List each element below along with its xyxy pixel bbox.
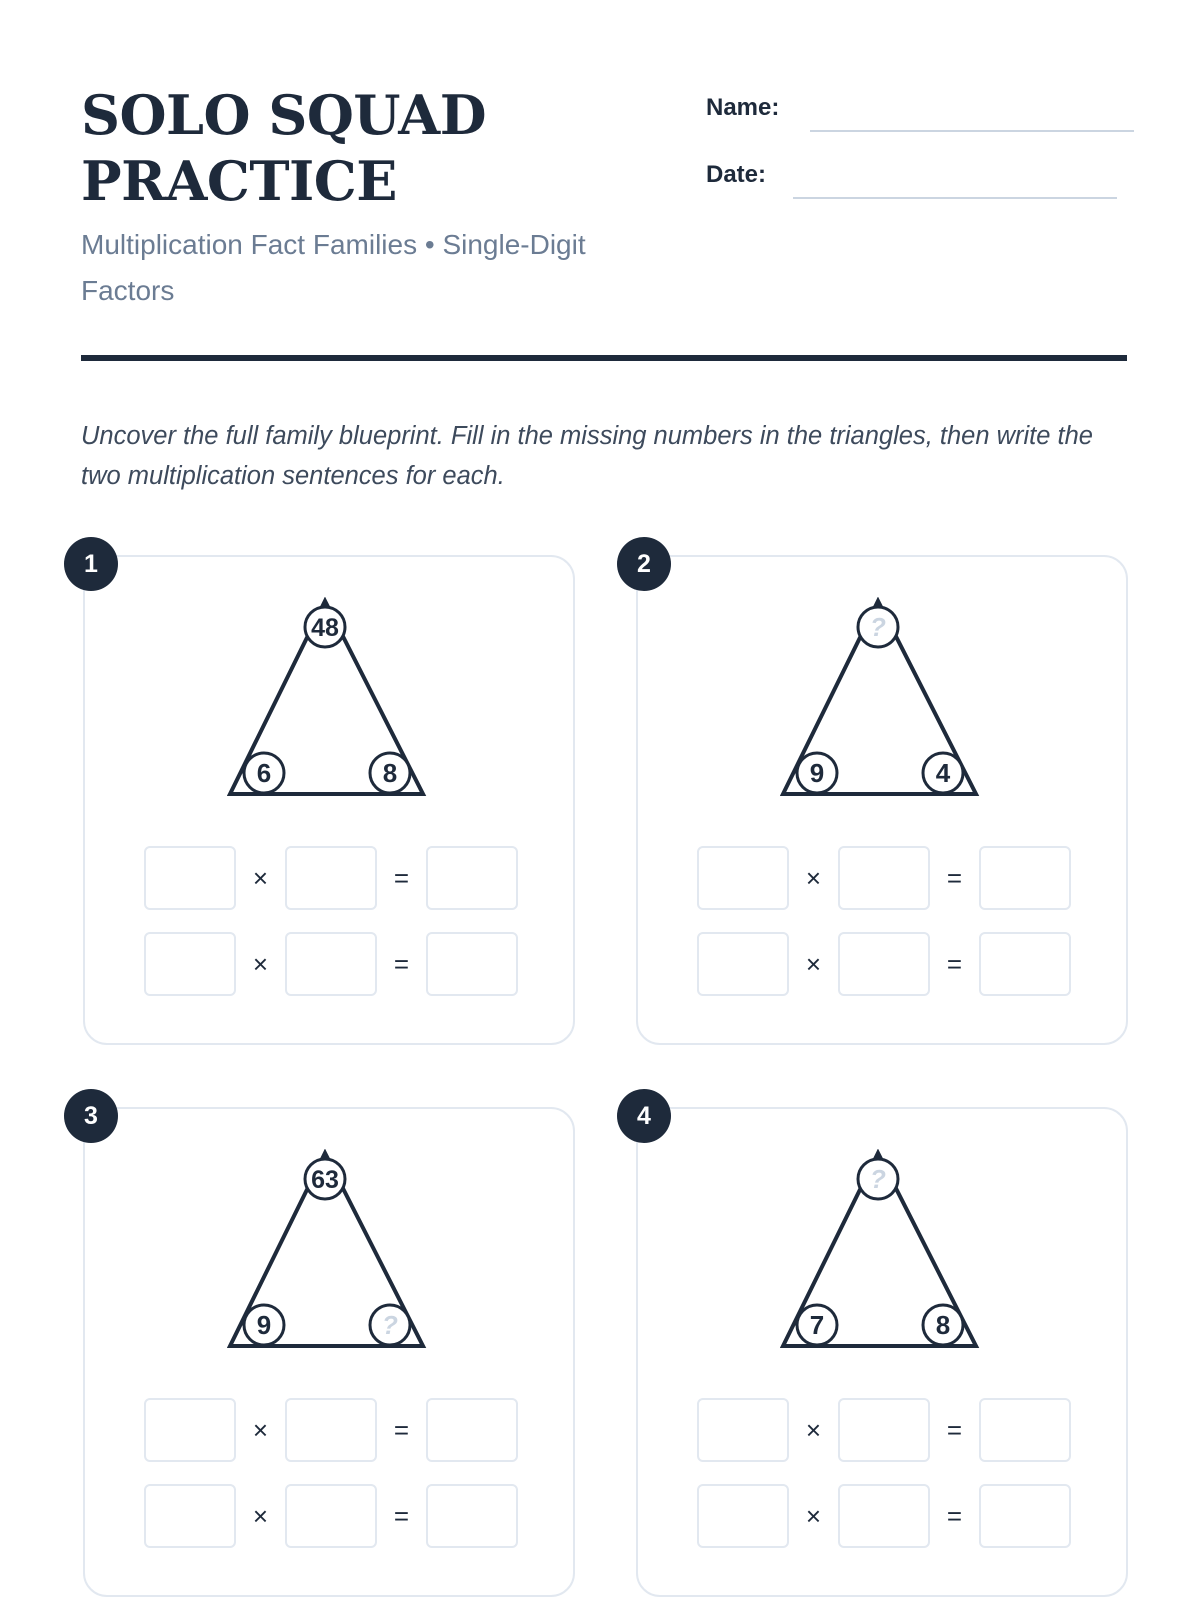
- header-divider: [81, 355, 1127, 361]
- triangle-right-node: [923, 1305, 963, 1345]
- factor-answer-box[interactable]: [838, 846, 930, 910]
- factor-answer-box[interactable]: [144, 846, 236, 910]
- factor-answer-box[interactable]: [697, 846, 789, 910]
- triangle-top-node[interactable]: [858, 607, 898, 647]
- triangle-left-node: [244, 753, 284, 793]
- triangle-left-node: [797, 1305, 837, 1345]
- equals-symbol: =: [393, 1500, 410, 1531]
- triangle-number: 9: [809, 758, 825, 788]
- factor-answer-box[interactable]: [285, 846, 377, 910]
- fact-family-triangle: [227, 1149, 437, 1359]
- product-answer-box[interactable]: [426, 846, 518, 910]
- factor-answer-box[interactable]: [697, 932, 789, 996]
- title-line-2: PRACTICE: [81, 149, 397, 213]
- factor-answer-box[interactable]: [697, 1484, 789, 1548]
- problem-number-badge: 4: [617, 1089, 671, 1143]
- fact-family-triangle: [780, 597, 990, 807]
- fact-family-triangle: [227, 597, 437, 807]
- times-symbol: ×: [805, 862, 822, 893]
- factor-answer-box[interactable]: [697, 1398, 789, 1462]
- multiplication-sentence-row: [697, 846, 1071, 910]
- problem-card: [83, 1107, 575, 1597]
- triangle-right-node[interactable]: [370, 1305, 410, 1345]
- date-input-line[interactable]: [793, 197, 1117, 199]
- date-label: Date:: [706, 161, 767, 188]
- equals-symbol: =: [393, 948, 410, 979]
- triangle-left-node: [244, 1305, 284, 1345]
- product-answer-box[interactable]: [979, 1484, 1071, 1548]
- product-answer-box[interactable]: [426, 1484, 518, 1548]
- times-symbol: ×: [252, 1500, 269, 1531]
- title-line-1: SOLO SQUAD: [81, 83, 487, 147]
- problem-card: [636, 1107, 1128, 1597]
- equals-symbol: =: [946, 948, 963, 979]
- factor-answer-box[interactable]: [838, 932, 930, 996]
- problem-card: [83, 555, 575, 1045]
- triangle-right-node: [923, 753, 963, 793]
- factor-answer-box[interactable]: [144, 932, 236, 996]
- triangle-top-node: [305, 607, 345, 647]
- instructions: Uncover the full family blueprint. Fill in the missing numbers in the triangles, then write the two multiplication sentences for each.: [81, 422, 1093, 490]
- triangle-number: 8: [382, 758, 398, 788]
- equals-symbol: =: [393, 1414, 410, 1445]
- product-answer-box[interactable]: [979, 932, 1071, 996]
- problem-card: [636, 555, 1128, 1045]
- name-input-line[interactable]: [810, 130, 1134, 132]
- triangle-number: 9: [256, 1310, 272, 1340]
- multiplication-sentence-row: [144, 1484, 518, 1548]
- times-symbol: ×: [252, 948, 269, 979]
- missing-number-placeholder: ?: [870, 1164, 886, 1194]
- times-symbol: ×: [805, 1414, 822, 1445]
- triangle-number: 7: [809, 1310, 825, 1340]
- triangle-right-node: [370, 753, 410, 793]
- multiplication-sentence-row: [144, 1398, 518, 1462]
- triangle-top-node: [305, 1159, 345, 1199]
- factor-answer-box[interactable]: [144, 1484, 236, 1548]
- triangle-number: 63: [311, 1166, 339, 1194]
- triangle-number: 4: [935, 758, 951, 788]
- factor-answer-box[interactable]: [285, 1484, 377, 1548]
- missing-number-placeholder: ?: [870, 612, 886, 642]
- name-field: [706, 94, 779, 122]
- times-symbol: ×: [252, 862, 269, 893]
- equals-symbol: =: [946, 1500, 963, 1531]
- factor-answer-box[interactable]: [285, 932, 377, 996]
- product-answer-box[interactable]: [426, 932, 518, 996]
- page-title: [81, 82, 486, 214]
- multiplication-sentence-row: [697, 932, 1071, 996]
- times-symbol: ×: [805, 1500, 822, 1531]
- page-subtitle: Multiplication Fact Families • Single-Digit Factors: [81, 229, 586, 306]
- date-field: [706, 161, 766, 189]
- factor-answer-box[interactable]: [838, 1484, 930, 1548]
- product-answer-box[interactable]: [979, 1398, 1071, 1462]
- missing-number-placeholder: ?: [382, 1310, 398, 1340]
- problem-number-badge: 3: [64, 1089, 118, 1143]
- times-symbol: ×: [805, 948, 822, 979]
- equals-symbol: =: [393, 862, 410, 893]
- problem-number-badge: 1: [64, 537, 118, 591]
- factor-answer-box[interactable]: [144, 1398, 236, 1462]
- triangle-number: 6: [256, 758, 272, 788]
- name-label: Name:: [706, 94, 780, 121]
- multiplication-sentence-row: [144, 846, 518, 910]
- triangle-number: 8: [935, 1310, 951, 1340]
- product-answer-box[interactable]: [979, 846, 1071, 910]
- triangle-number: 48: [311, 614, 339, 642]
- factor-answer-box[interactable]: [285, 1398, 377, 1462]
- equals-symbol: =: [946, 1414, 963, 1445]
- factor-answer-box[interactable]: [838, 1398, 930, 1462]
- multiplication-sentence-row: [144, 932, 518, 996]
- product-answer-box[interactable]: [426, 1398, 518, 1462]
- triangle-top-node[interactable]: [858, 1159, 898, 1199]
- problem-number-badge: 2: [617, 537, 671, 591]
- times-symbol: ×: [252, 1414, 269, 1445]
- equals-symbol: =: [946, 862, 963, 893]
- fact-family-triangle: [780, 1149, 990, 1359]
- triangle-left-node: [797, 753, 837, 793]
- multiplication-sentence-row: [697, 1484, 1071, 1548]
- multiplication-sentence-row: [697, 1398, 1071, 1462]
